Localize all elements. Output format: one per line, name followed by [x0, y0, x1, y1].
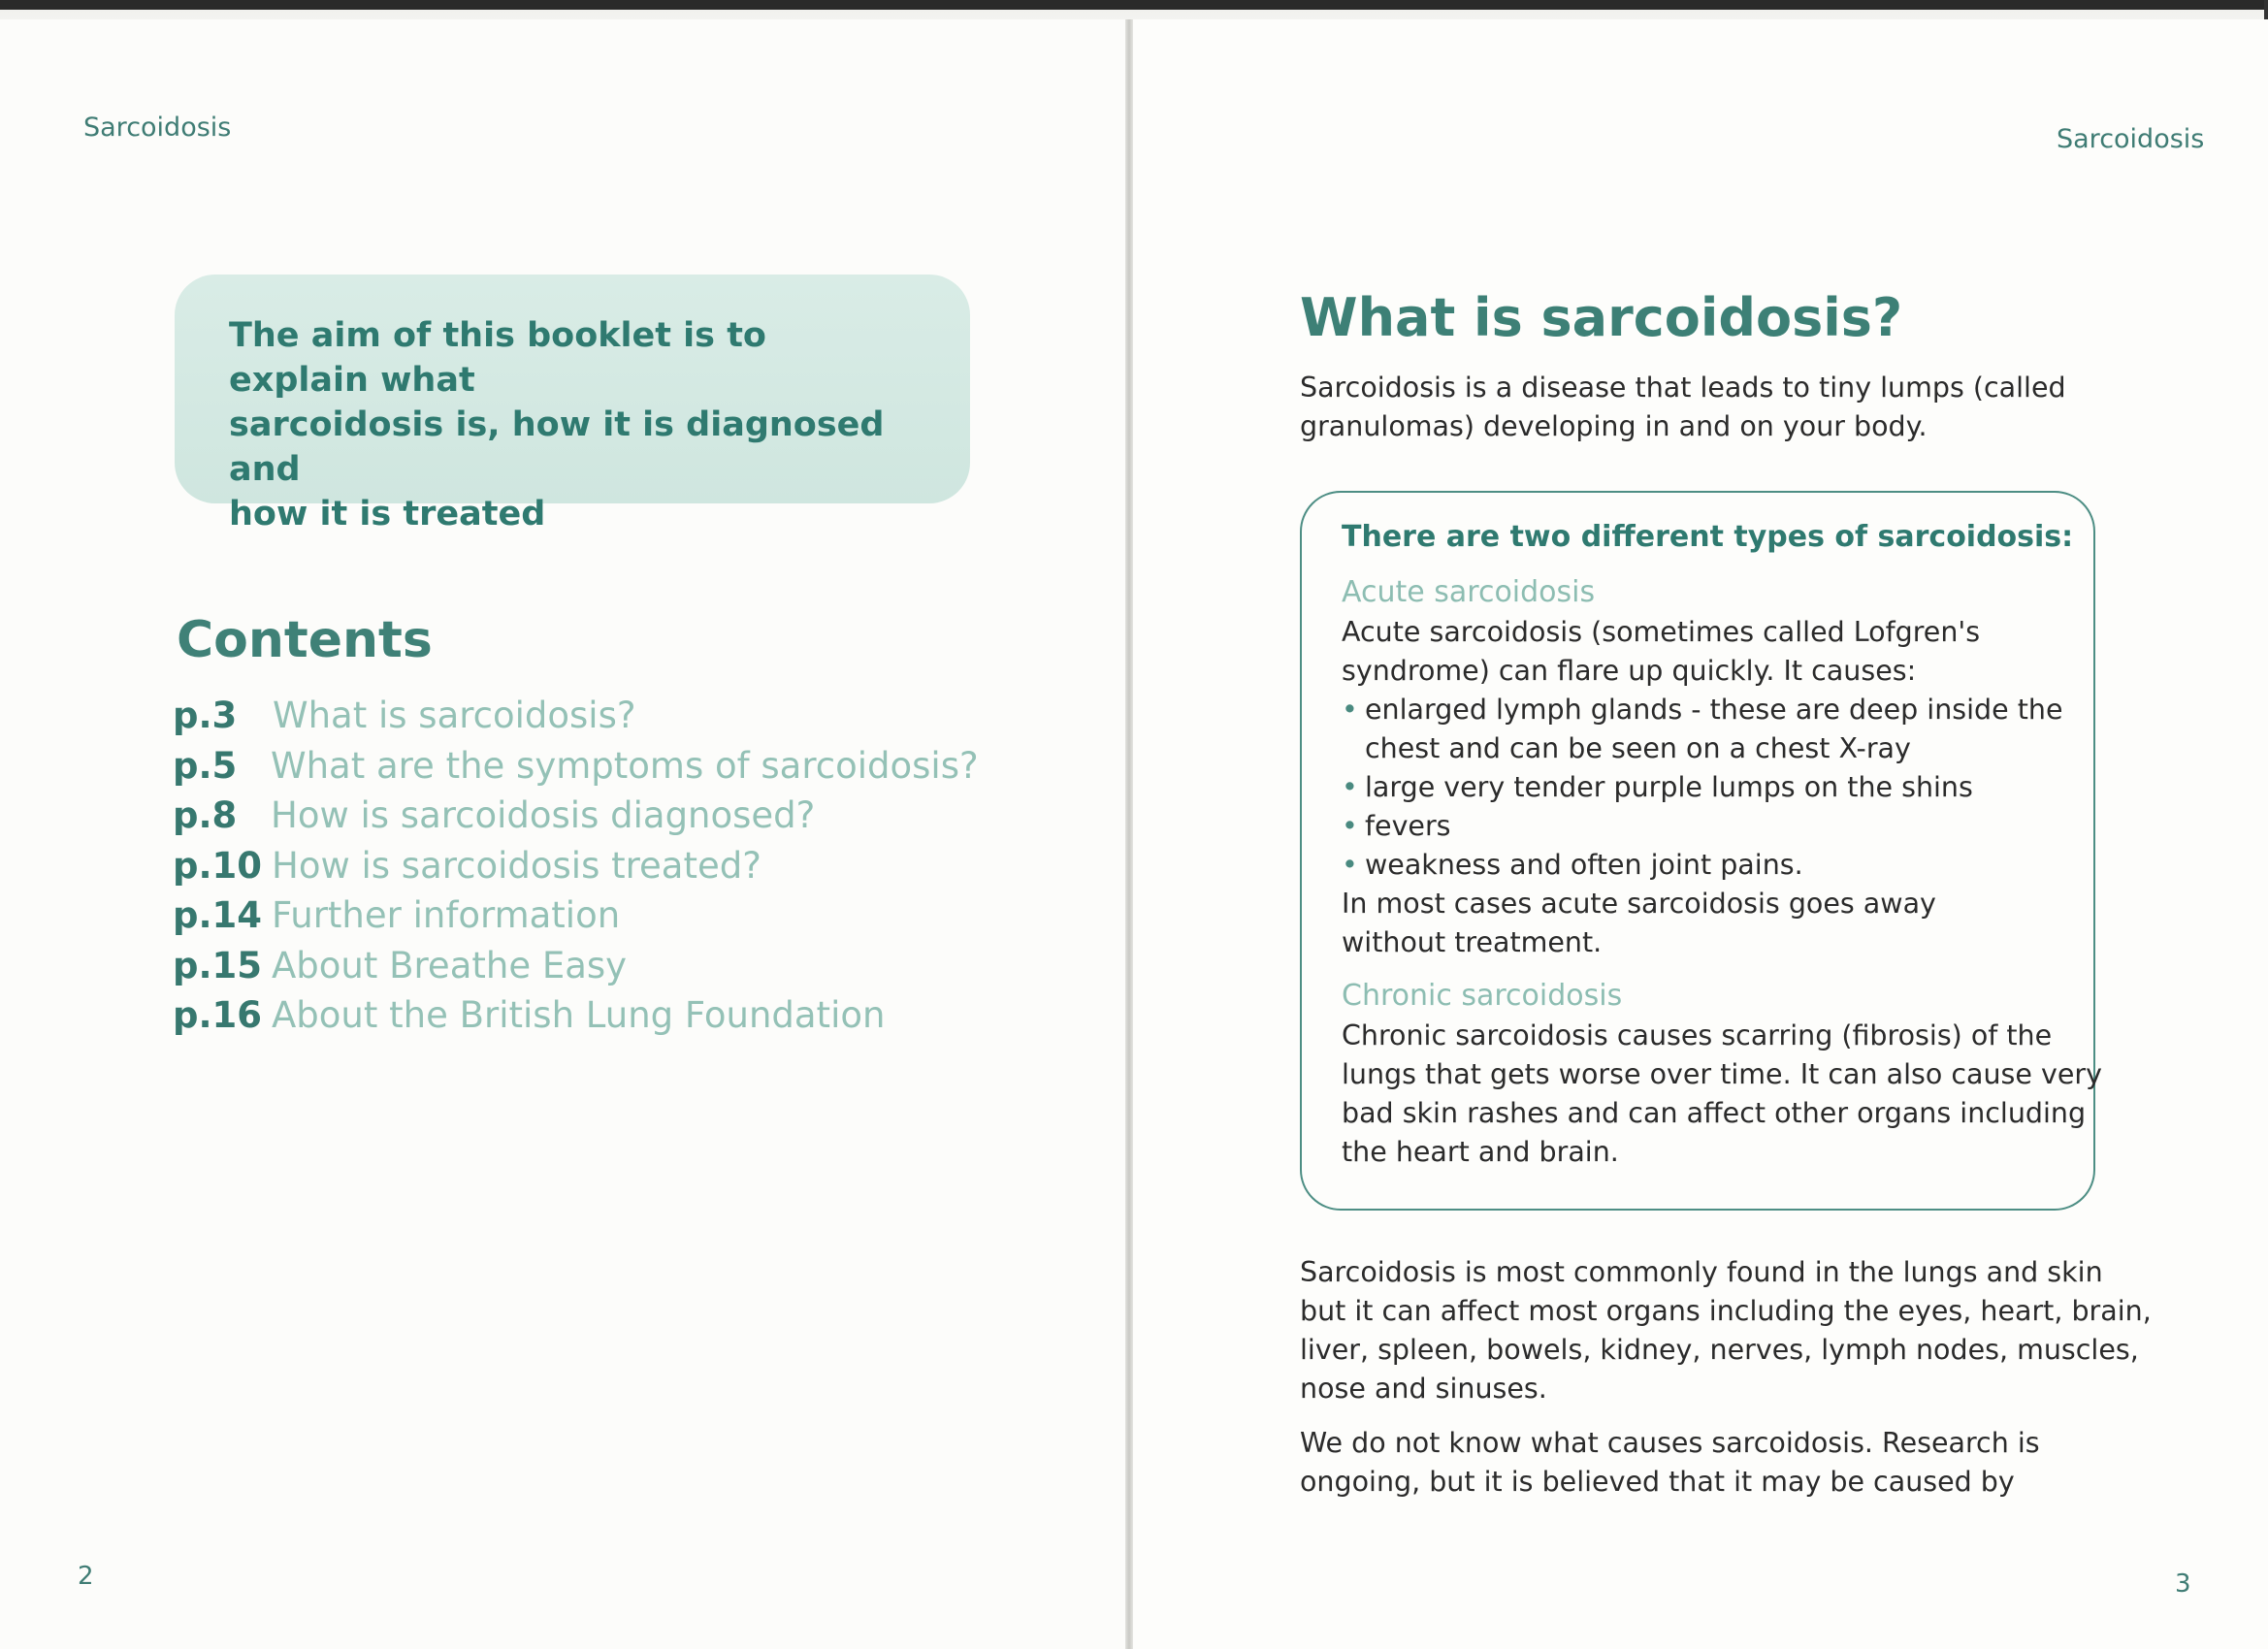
chronic-line: the heart and brain. [1342, 1136, 1619, 1168]
acute-intro [1342, 613, 1980, 691]
toc-title: What is sarcoidosis? [273, 695, 636, 736]
toc-page-number: p.8 [173, 794, 238, 836]
body-line: Sarcoidosis is most commonly found in the lungs and skin [1300, 1256, 2103, 1288]
body-line: We do not know what causes sarcoidosis. Research is [1300, 1427, 2040, 1459]
acute-heading: Acute sarcoidosis [1342, 575, 1596, 609]
toc-page-number: p.5 [173, 744, 238, 787]
bullet-icon: • [1342, 694, 1358, 726]
chronic-line: Chronic sarcoidosis causes scarring (fibrosis) of the [1342, 1019, 2053, 1051]
acute-intro-line: syndrome) can flare up quickly. It causes: [1342, 655, 1917, 687]
bullet-line: weakness and often joint pains. [1365, 849, 1803, 881]
acute-outro-line: In most cases acute sarcoidosis goes away [1342, 888, 1936, 920]
toc-title: What are the symptoms of sarcoidosis? [271, 744, 979, 787]
toc-page-number: p.14 [173, 894, 263, 936]
toc-title: How is sarcoidosis diagnosed? [271, 794, 816, 836]
aim-line: sarcoidosis is, how it is diagnosed and [229, 405, 885, 489]
bullet-icon: • [1342, 810, 1358, 842]
bullet-line: chest and can be seen on a chest X-ray [1365, 732, 1911, 764]
aim-line: The aim of this booklet is to explain what [229, 316, 766, 400]
intro-paragraph [1300, 369, 2066, 446]
chronic-paragraph [1342, 1017, 2102, 1172]
toc-title: About Breathe Easy [272, 944, 628, 986]
chronic-line: lungs that gets worse over time. It can also cause very [1342, 1058, 2102, 1090]
toc-page-number: p.10 [173, 844, 263, 887]
intro-line: granulomas) developing in and on your body. [1300, 410, 1928, 442]
toc-title: About the British Lung Foundation [272, 994, 886, 1036]
running-head-left: Sarcoidosis [83, 113, 232, 143]
chronic-line: bad skin rashes and can affect other organs including [1342, 1097, 2087, 1129]
body-line: nose and sinuses. [1300, 1373, 1547, 1405]
bullet-line: large very tender purple lumps on the shins [1365, 771, 1973, 803]
acute-outro-line: without treatment. [1342, 926, 1603, 958]
page-number-right: 3 [2175, 1569, 2191, 1599]
acute-outro [1342, 885, 1936, 962]
toc-page-number: p.16 [173, 994, 263, 1036]
aim-box [175, 275, 970, 534]
body-line: ongoing, but it is believed that it may be caused by [1300, 1466, 2015, 1498]
bullet-icon: • [1342, 771, 1358, 803]
contents-title: Contents [177, 611, 433, 669]
page-number-left: 2 [78, 1562, 94, 1591]
toc-page-number: p.3 [173, 695, 238, 736]
booklet-spine [1125, 19, 1133, 1649]
body-line: but it can affect most organs including the eyes, heart, brain, [1300, 1295, 2152, 1327]
toc-page-number: p.15 [173, 944, 263, 986]
running-head-right: Sarcoidosis [2057, 124, 2205, 154]
toc-title: Further information [272, 894, 621, 936]
bullet-line: fevers [1365, 810, 1451, 842]
aim-line: how it is treated [229, 495, 546, 534]
body-line: liver, spleen, bowels, kidney, nerves, lymph nodes, muscles, [1300, 1334, 2139, 1366]
scan-edge-top [0, 0, 2268, 10]
body-paragraph-1 [1300, 1253, 2152, 1408]
toc-title: How is sarcoidosis treated? [272, 844, 761, 887]
bullet-line: enlarged lymph glands - these are deep inside the [1365, 694, 2063, 726]
body-paragraph-2 [1300, 1424, 2040, 1502]
types-box-heading: There are two different types of sarcoidosis: [1342, 520, 2074, 554]
chronic-heading: Chronic sarcoidosis [1342, 979, 1623, 1013]
intro-line: Sarcoidosis is a disease that leads to tiny lumps (called [1300, 372, 2066, 404]
page-heading: What is sarcoidosis? [1300, 287, 1903, 348]
bullet-icon: • [1342, 849, 1358, 881]
acute-intro-line: Acute sarcoidosis (sometimes called Lofgren's [1342, 616, 1981, 648]
